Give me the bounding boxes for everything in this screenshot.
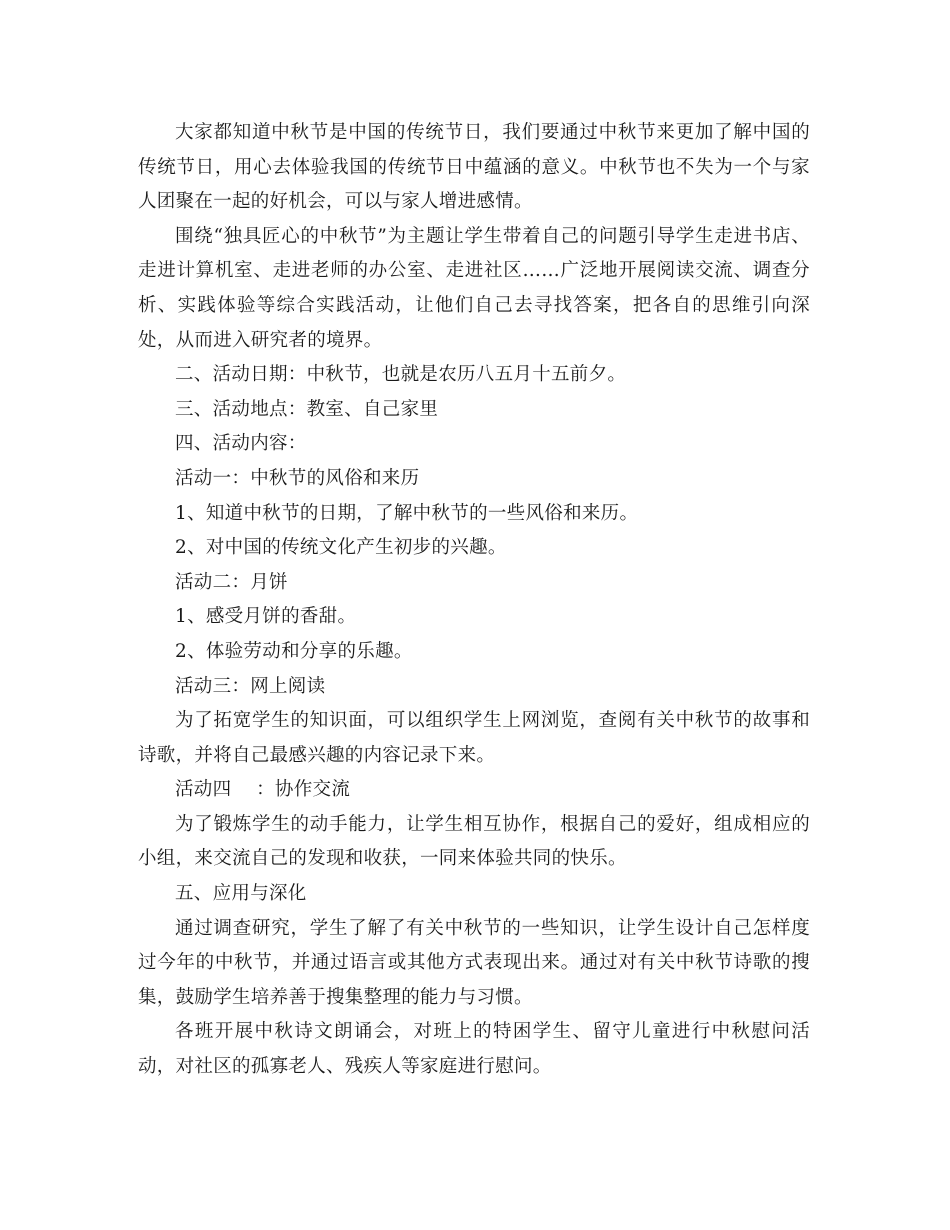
activity-one-item-1: 1、知道中秋节的日期，了解中秋节的一些风俗和来历。 — [175, 502, 639, 524]
document-body — [138, 116, 810, 1085]
activity-three-heading: 活动三：网上阅读 — [175, 675, 326, 697]
section-five-paragraph-1: 通过调查研究，学生了解了有关中秋节的一些知识，让学生设计自己怎样度过今年的中秋节，并通过语言或其他方式表现出来。通过对有关中秋节诗歌的搜集，鼓励学生培养善于搜集整理的能力与习惯。 — [138, 917, 810, 1008]
activity-two-heading: 活动二：月饼 — [175, 571, 288, 593]
activity-two-item-1: 1、感受月饼的香甜。 — [175, 606, 357, 628]
activity-date: 二、活动日期：中秋节，也就是农历八五月十五前夕。 — [175, 364, 627, 386]
activity-location: 三、活动地点：教室、自己家里 — [175, 398, 439, 420]
section-five-heading: 五、应用与深化 — [175, 883, 307, 905]
activity-four-heading: 活动四 ：协作交流 — [175, 779, 351, 801]
activity-two-item-2: 2、体验劳动和分享的乐趣。 — [175, 640, 413, 662]
theme-paragraph: 围绕“独具匠心的中秋节”为主题让学生带着自己的问题引导学生走进书店、走进计算机室、走进老师的办公室、走进社区……广泛地开展阅读交流、调查分析、实践体验等综合实践活动，让他们自己去寻找答案，把各自的思维引向深处，从而进入研究者的境界。 — [138, 225, 810, 351]
intro-paragraph: 大家都知道中秋节是中国的传统节日，我们要通过中秋节来更加了解中国的传统节日，用心去体验我国的传统节日中蕴涵的意义。中秋节也不失为一个与家人团聚在一起的好机会，可以与家人增进感情。 — [138, 122, 810, 213]
section-five-paragraph-2: 各班开展中秋诗文朗诵会，对班上的特困学生、留守儿童进行中秋慰问活动，对社区的孤寡老人、残疾人等家庭进行慰问。 — [138, 1021, 810, 1078]
activity-content-heading: 四、活动内容： — [175, 433, 307, 455]
activity-four-paragraph: 为了锻炼学生的动手能力，让学生相互协作，根据自己的爱好，组成相应的小组，来交流自己的发现和收获，一同来体验共同的快乐。 — [138, 813, 810, 870]
activity-one-item-2: 2、对中国的传统文化产生初步的兴趣。 — [175, 537, 507, 559]
activity-one-heading: 活动一：中秋节的风俗和来历 — [175, 467, 420, 489]
activity-three-paragraph: 为了拓宽学生的知识面，可以组织学生上网浏览，查阅有关中秋节的故事和诗歌，并将自己最感兴趣的内容记录下来。 — [138, 710, 810, 766]
